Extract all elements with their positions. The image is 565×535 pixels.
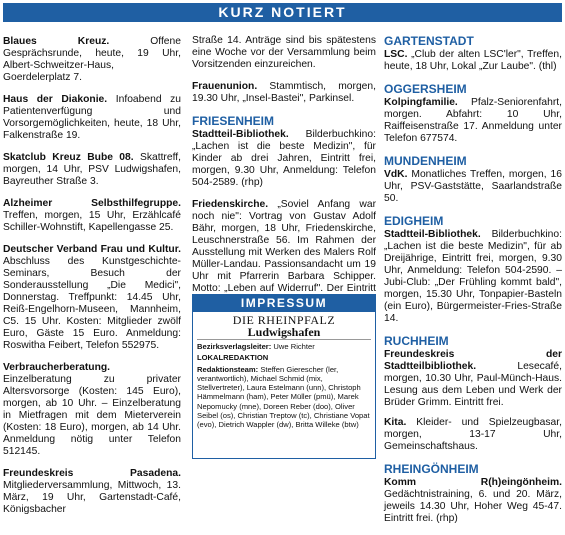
notice-text: Abschluss des Kunstgeschichte-Seminars, Besuch der Sonderausstellung „Die Medici", Donnerstag. Treffpunkt: 14.45 Uhr, Reiß-Engelhorn-Museen, Mannheim, C5. 15 Uhr. Kosten: Mitglieder zwölf Euro, Gäste 15 Euro. Anmeldung: Roswitha Feibert, Telefon 552975. bbox=[3, 256, 181, 351]
notice-title: Freundeskreis Pasadena. bbox=[3, 468, 181, 479]
publisher-line bbox=[197, 342, 371, 351]
notice-entry bbox=[3, 36, 181, 84]
notice-title: Kolpingfamilie. bbox=[384, 97, 458, 108]
column-1 bbox=[3, 36, 181, 516]
lokalredaktion-label: LOKALREDAKTION bbox=[197, 353, 269, 363]
notice-title: Friedenskirche. bbox=[192, 199, 269, 210]
notice-title: Haus der Diakonie. bbox=[3, 94, 108, 105]
notice-entry bbox=[3, 198, 181, 234]
notice-text: „Soviel Anfang war noch nie": Vortrag von Gustav Adolf Bähr, morgen, 18 Uhr, Friedenskirche, Leuschnerstraße 56. Im Rahmen der Ausstellung mit Werken des Malers Rolf Müller-Landau. Passionsandacht um 19 Uhr mit Pfarrerin Barbara Schipper. Motto: „Leben auf Widerruf". Der Eintritt bbox=[192, 199, 376, 294]
district-heading: FRIESENHEIM bbox=[192, 114, 275, 128]
publisher-name: Uwe Richter bbox=[271, 342, 315, 351]
section-banner: KURZ NOTIERT bbox=[3, 3, 562, 22]
notice-text: Mitgliederversammlung, Mittwoch, 13. März, 19 Uhr, Gartenstadt-Café, Königsbacher bbox=[3, 480, 181, 515]
notice-title: Verbraucherberatung. bbox=[3, 362, 111, 373]
column-3 bbox=[384, 35, 562, 535]
notice-title: Alzheimer Selbsthilfegruppe. bbox=[3, 198, 181, 209]
notice-title: Stadtteil-Bibliothek. bbox=[192, 129, 289, 140]
notice-title: VdK. bbox=[384, 169, 408, 180]
team-line bbox=[197, 365, 371, 430]
notice-title: Stadtteil-Bibliothek. bbox=[384, 229, 481, 240]
notice-title: Freundeskreis der Stadtteilbibliothek. bbox=[384, 349, 562, 372]
notice-text: Einzelberatung zu privater Altersvorsorge (Kosten: 145 Euro), morgen, ab 10 Uhr. – Einzelberatung in Mietfragen mit dem Mieterverein (Kosten: 18 Euro), morgen, ab 14 Uhr. Anmeldung nötig unter Telefon 512145. bbox=[3, 374, 181, 457]
notice-text: Bilderbuchkino: „Lachen ist die beste Medizin", für Kinder ab drei Jahren, Eintritt frei, morgen, 9.30 Uhr, Anmeldung: Telefon 504-2589. (rhp) bbox=[192, 129, 376, 188]
notice-title: Skatclub Kreuz Bube 08. bbox=[3, 152, 134, 163]
team-label: Redaktionsteam: bbox=[197, 364, 259, 374]
notice-entry bbox=[384, 477, 562, 525]
district-heading: RHEINGÖNHEIM bbox=[384, 462, 479, 476]
district-block bbox=[384, 335, 562, 453]
notice-text: Treffen, morgen, 15 Uhr, Erzählcafé Schiller-Wohnstift, Kapellengasse 25. bbox=[3, 210, 181, 233]
notice-entry bbox=[384, 229, 562, 325]
notice-entry bbox=[192, 199, 376, 307]
notice-text: Stammtisch, morgen, 19.30 Uhr, „Insel-Bastei", Parkinsel. bbox=[192, 81, 376, 104]
team-text: Steffen Gierescher (ler, verantwortlich), Michael Schmid (mix, Stellvertreter), Laura Estelmann (unn), Christoph Hämmelmann (ham), Peter Müller (pmü), Marek Nepomucky (mne), Doreen Reber (doo), Oliver Seibel (os), Christian Treptow (tc), Christiane Vopat (evo), Dietrich Wappler (dw), Britta Willeke (btw) bbox=[197, 364, 370, 430]
district-block bbox=[384, 83, 562, 145]
notice-text: Straße 14. Anträge sind bis spätestens eine Woche vor der Versammlung beim Vorsitzenden einzureichen. bbox=[192, 35, 376, 70]
district-heading: EDIGHEIM bbox=[384, 214, 444, 228]
notice-entry bbox=[3, 152, 181, 188]
newspaper-logo: DIE RHEINPFALZ bbox=[232, 313, 336, 327]
notice-title: Frauenunion. bbox=[192, 81, 258, 92]
district-block bbox=[384, 35, 562, 73]
impressum-heading: IMPRESSUM bbox=[193, 295, 375, 312]
notice-text: „Club der alten LSC'ler", Treffen, heute, 18 Uhr, Lokal „Zur Laube". (thl) bbox=[384, 49, 562, 72]
notice-text: Bilderbuchkino: „Lachen ist die beste Medizin", für ab Dreijährige, Eintritt frei, morgen, 9.30 Uhr, Anmeldung: Telefon 504-2590. – Jubi-Club: „Der Frühling kommt bald", morgen, 15.30 Uhr, Tonpapier-Basteln (ein Euro), Bürgermeister-Fries-Straße 14. bbox=[384, 229, 562, 324]
notice-entry bbox=[3, 468, 181, 516]
notice-title: Blaues Kreuz. bbox=[3, 36, 110, 47]
notice-entry bbox=[3, 94, 181, 142]
notice-text: Pfalz-Seniorenfahrt, morgen. Abfahrt: 10 Uhr, Raiffeisenstraße 17. Anmeldung unter Telefon 677574. bbox=[384, 97, 562, 144]
notice-entry bbox=[3, 362, 181, 458]
notice-title: Kita. bbox=[384, 417, 407, 428]
notice-text: Infoabend zu Patientenverfügung und Vorsorgemöglichkeiten, heute, 18 Uhr, Falkenstraße 19. bbox=[3, 94, 182, 141]
notice-text: Lesecafé, morgen, 10.30 Uhr, Paul-Münch-Haus. Lesung aus dem Leben und Werk der Brüder Grimm. Eintritt frei. bbox=[384, 361, 562, 408]
section-label bbox=[197, 353, 371, 362]
district-heading: MUNDENHEIM bbox=[384, 154, 467, 168]
notice-entry bbox=[384, 349, 562, 409]
notice-text: Monatliches Treffen, morgen, 16 Uhr, PSV-Gaststätte, Saarlandstraße 50. bbox=[384, 169, 562, 204]
notice-entry bbox=[384, 169, 562, 205]
notice-entry bbox=[384, 417, 562, 453]
district-heading: OGGERSHEIM bbox=[384, 82, 467, 96]
notice-entry bbox=[192, 129, 376, 189]
notice-entry bbox=[384, 49, 562, 73]
impressum-box bbox=[192, 294, 376, 459]
column-2 bbox=[192, 35, 376, 317]
notice-title: Deutscher Verband Frau und Kultur. bbox=[3, 244, 181, 255]
notice-title: LSC. bbox=[384, 49, 408, 60]
notice-text: Offene Gesprächsrunde, heute, 19 Uhr, Albert-Schweitzer-Haus, Goerdelerplatz 7. bbox=[3, 36, 181, 83]
impressum-body bbox=[193, 312, 375, 432]
notice-entry bbox=[192, 81, 376, 105]
district-heading: GARTENSTADT bbox=[384, 34, 474, 48]
notice-entry bbox=[384, 97, 562, 145]
edition-name: Ludwigshafen bbox=[197, 326, 371, 340]
district-heading: RUCHHEIM bbox=[384, 334, 449, 348]
publisher-label: Bezirksverlagsleiter: bbox=[197, 342, 272, 351]
district-block bbox=[384, 463, 562, 525]
district-block bbox=[384, 155, 562, 205]
district-block bbox=[384, 215, 562, 325]
notice-entry bbox=[192, 35, 376, 71]
notice-entry bbox=[3, 244, 181, 352]
notice-text: Gedächtnistraining, 6. und 20. März, jeweils 14.30 Uhr, Hoher Weg 45-47. Eintritt frei. (rhp) bbox=[384, 489, 562, 524]
notice-title: Komm R(h)eingönheim. bbox=[384, 477, 562, 488]
notice-text: Kleider- und Spielzeugbasar, morgen, 13-17 Uhr, Gemeinschaftshaus. bbox=[384, 417, 562, 452]
notice-text: Skattreff, morgen, 14 Uhr, PSV Ludwigshafen, Bayreuther Straße 3. bbox=[3, 152, 181, 187]
